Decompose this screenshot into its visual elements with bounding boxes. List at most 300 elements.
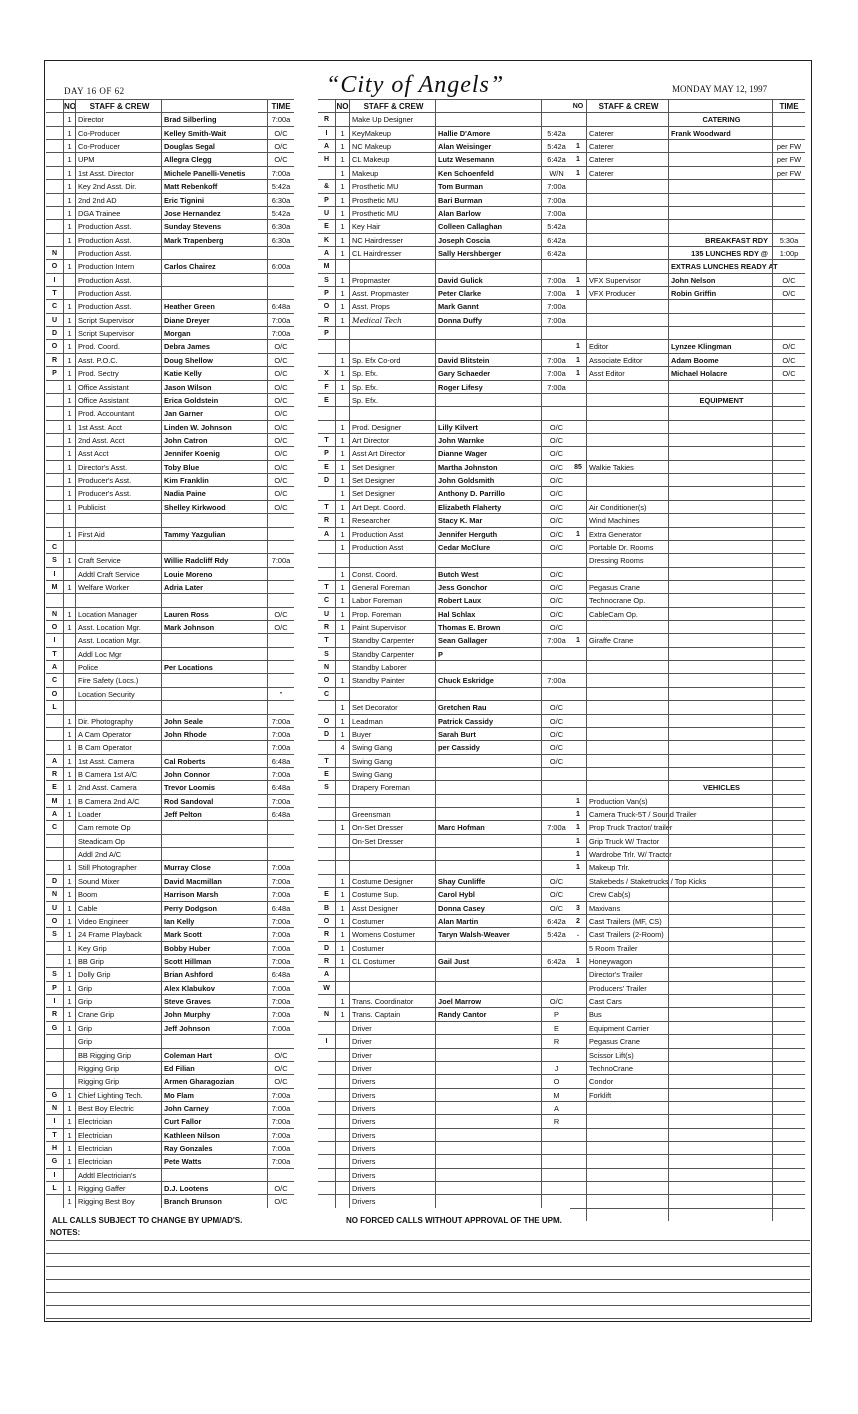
crew-count xyxy=(63,514,75,526)
crew-row xyxy=(46,1074,294,1087)
crew-row xyxy=(570,727,805,740)
position: Director xyxy=(75,113,161,125)
crew-row xyxy=(318,313,571,326)
call-time xyxy=(541,1049,571,1061)
call-time: O/C xyxy=(541,755,571,767)
section-letter: D xyxy=(323,944,330,952)
crew-row xyxy=(570,166,805,179)
crew-row xyxy=(570,206,805,219)
call-time: O/C xyxy=(267,394,294,406)
crew-name xyxy=(668,194,772,206)
crew-count: 1 xyxy=(335,474,349,486)
crew-name: Coleman Hart xyxy=(161,1049,267,1061)
crew-count xyxy=(63,1035,75,1047)
crew-count xyxy=(570,581,586,593)
crew-count: 1 xyxy=(576,343,580,351)
crew-count xyxy=(63,701,75,713)
section-letter: E xyxy=(324,396,329,404)
call-time xyxy=(772,728,805,740)
crew-row xyxy=(570,633,805,646)
crew-row xyxy=(570,1007,805,1020)
position: Grip xyxy=(75,1022,161,1034)
crew-count: 1 xyxy=(335,888,349,900)
call-time: 7:00a xyxy=(267,942,294,954)
crew-row xyxy=(570,339,805,352)
crew-name: Jeff Johnson xyxy=(161,1022,267,1034)
call-time xyxy=(772,1195,805,1207)
crew-row xyxy=(318,166,571,179)
crew-count xyxy=(63,568,75,580)
section-letter xyxy=(46,861,63,873)
crew-row xyxy=(318,740,571,753)
crew-row xyxy=(318,647,571,660)
position: Cast Cars xyxy=(586,995,668,1007)
section-letter xyxy=(46,501,63,513)
crew-row xyxy=(318,206,571,219)
call-time xyxy=(541,848,571,860)
call-time xyxy=(267,848,294,860)
position: Camera Truck-5T / Sound Trailer xyxy=(586,808,668,820)
crew-count: 1 xyxy=(63,1142,75,1154)
crew-count: 1 xyxy=(335,528,349,540)
call-time: 7:00a xyxy=(267,1022,294,1034)
call-time xyxy=(772,942,805,954)
crew-row xyxy=(318,406,571,419)
call-time xyxy=(267,594,294,606)
position xyxy=(349,982,435,994)
position xyxy=(75,514,161,526)
crew-row xyxy=(46,714,294,727)
crew-name: Matt Rebenkoff xyxy=(161,180,267,192)
position: Production Asst. xyxy=(75,300,161,312)
call-time xyxy=(772,314,805,326)
crew-row xyxy=(570,286,805,299)
crew-count xyxy=(570,260,586,272)
crew-name xyxy=(668,955,772,967)
crew-count: 1 xyxy=(63,741,75,753)
section-letter: H xyxy=(323,156,330,164)
call-time: 7:00a xyxy=(267,768,294,780)
call-time xyxy=(772,875,805,887)
crew-name xyxy=(668,180,772,192)
crew-name xyxy=(435,1129,541,1141)
crew-name: John Goldsmith xyxy=(435,474,541,486)
position: Video Engineer xyxy=(75,915,161,927)
crew-count: 1 xyxy=(576,530,580,538)
crew-row xyxy=(46,313,294,326)
section-letter: C xyxy=(323,690,330,698)
section-letter xyxy=(46,207,63,219)
position: Propmaster xyxy=(349,274,435,286)
crew-row xyxy=(318,767,571,780)
position: Walkie Takies xyxy=(586,461,668,473)
crew-count xyxy=(570,621,586,633)
crew-name: BREAKFAST RDY xyxy=(668,234,772,246)
crew-row xyxy=(46,1128,294,1141)
position xyxy=(586,741,668,753)
crew-row xyxy=(570,326,805,339)
call-time xyxy=(772,1102,805,1114)
crew-row xyxy=(46,339,294,352)
crew-count: 1 xyxy=(335,728,349,740)
call-time: O/C xyxy=(267,447,294,459)
call-time: 6:30a xyxy=(267,234,294,246)
crew-row xyxy=(318,233,571,246)
crew-name xyxy=(161,674,267,686)
position: Buyer xyxy=(349,728,435,740)
crew-name xyxy=(668,1035,772,1047)
position: Associate Editor xyxy=(586,354,668,366)
position: Production Asst. xyxy=(75,234,161,246)
crew-count: 1 xyxy=(335,140,349,152)
crew-count: 1 xyxy=(335,594,349,606)
crew-count: 1 xyxy=(63,955,75,967)
crew-row xyxy=(318,353,571,366)
call-time: 7:00a xyxy=(267,955,294,967)
crew-row xyxy=(318,860,571,873)
crew-name: Sally Hershberger xyxy=(435,247,541,259)
crew-row xyxy=(318,273,571,286)
call-time: 7:00a xyxy=(541,274,571,286)
section-letter xyxy=(46,487,63,499)
crew-row xyxy=(570,460,805,473)
position: First Aid xyxy=(75,528,161,540)
crew-row xyxy=(318,714,571,727)
crew-name: CATERING xyxy=(668,113,772,125)
crew-name xyxy=(435,661,541,673)
crew-row xyxy=(318,513,571,526)
section-letter: T xyxy=(52,1131,57,1139)
section-letter: P xyxy=(324,330,329,338)
crew-name xyxy=(161,688,267,700)
crew-count: 1 xyxy=(63,127,75,139)
crew-count xyxy=(570,514,586,526)
crew-name: Douglas Segal xyxy=(161,140,267,152)
crew-name: Stacy K. Mar xyxy=(435,514,541,526)
crew-name: Kim Franklin xyxy=(161,474,267,486)
crew-name xyxy=(668,741,772,753)
section-letter: P xyxy=(52,370,57,378)
crew-row xyxy=(46,1088,294,1101)
call-time: 7:00a xyxy=(267,915,294,927)
call-time: O/C xyxy=(541,741,571,753)
crew-count xyxy=(335,808,349,820)
crew-row xyxy=(318,927,571,940)
crew-count: 1 xyxy=(335,674,349,686)
crew-row xyxy=(570,994,805,1007)
call-time xyxy=(772,554,805,566)
crew-row xyxy=(570,193,805,206)
crew-name: Brad Silberling xyxy=(161,113,267,125)
crew-count: 1 xyxy=(63,1022,75,1034)
crew-count xyxy=(63,594,75,606)
crew-name: Jess Gonchor xyxy=(435,581,541,593)
section-letter xyxy=(46,461,63,473)
section-letter xyxy=(46,421,63,433)
crew-row xyxy=(570,299,805,312)
call-time xyxy=(541,1182,571,1194)
section-letter xyxy=(46,1195,63,1207)
section-letter: C xyxy=(51,303,58,311)
position: Asst. P.O.C. xyxy=(75,354,161,366)
position: STAFF & CREW xyxy=(349,100,435,112)
call-time: O/C xyxy=(772,367,805,379)
call-time: 7:00a xyxy=(541,367,571,379)
call-time xyxy=(772,1155,805,1167)
notes-label: NOTES: xyxy=(50,1228,81,1237)
crew-row xyxy=(46,433,294,446)
crew-row xyxy=(46,807,294,820)
section-letter xyxy=(46,100,63,112)
call-time xyxy=(772,194,805,206)
crew-name: P xyxy=(435,648,541,660)
call-time xyxy=(772,220,805,232)
crew-name xyxy=(668,514,772,526)
call-time xyxy=(772,928,805,940)
crew-name: Erica Goldstein xyxy=(161,394,267,406)
crew-name xyxy=(668,768,772,780)
position: Best Boy Electric xyxy=(75,1102,161,1114)
call-time xyxy=(772,501,805,513)
position: Asst. Propmaster xyxy=(349,287,435,299)
call-time: O xyxy=(541,1075,571,1087)
crew-row xyxy=(46,326,294,339)
crew-name xyxy=(435,1182,541,1194)
crew-count xyxy=(335,795,349,807)
position: Drivers xyxy=(349,1155,435,1167)
crew-count: 1 xyxy=(335,194,349,206)
call-time: O/C xyxy=(267,407,294,419)
section-letter: A xyxy=(323,249,330,257)
crew-name: Cal Roberts xyxy=(161,755,267,767)
notes-line xyxy=(46,1279,810,1292)
crew-count xyxy=(335,835,349,847)
crew-count: 1 xyxy=(63,167,75,179)
section-letter xyxy=(318,100,335,112)
section-letter: P xyxy=(324,196,329,204)
call-time: '' xyxy=(267,688,294,700)
crew-count: 1 xyxy=(335,381,349,393)
crew-name xyxy=(435,1035,541,1047)
crew-name: Lutz Wesemann xyxy=(435,153,541,165)
crew-row xyxy=(318,727,571,740)
position: Condor xyxy=(586,1075,668,1087)
crew-count: 1 xyxy=(576,864,580,872)
crew-count xyxy=(63,674,75,686)
crew-row xyxy=(318,780,571,793)
crew-name: Alan Weisinger xyxy=(435,140,541,152)
section-letter: P xyxy=(52,984,57,992)
crew-name: Brian Ashford xyxy=(161,968,267,980)
crew-row xyxy=(570,927,805,940)
section-letter xyxy=(318,167,335,179)
position xyxy=(586,1142,668,1154)
position xyxy=(349,688,435,700)
call-time xyxy=(772,1115,805,1127)
crew-row xyxy=(570,673,805,686)
section-letter xyxy=(318,568,335,580)
position xyxy=(586,1115,668,1127)
crew-count xyxy=(570,487,586,499)
crew-count: 1 xyxy=(63,928,75,940)
crew-count: 1 xyxy=(576,797,580,805)
crew-row xyxy=(46,927,294,940)
position: Trans. Captain xyxy=(349,1008,435,1020)
section-letter xyxy=(46,1075,63,1087)
section-letter xyxy=(46,514,63,526)
crew-name xyxy=(435,808,541,820)
position xyxy=(586,487,668,499)
call-time: 7:00a xyxy=(267,113,294,125)
section-letter: I xyxy=(53,570,56,578)
section-letter xyxy=(46,394,63,406)
crew-name: Randy Cantor xyxy=(435,1008,541,1020)
crew-count xyxy=(63,835,75,847)
position: Office Assistant xyxy=(75,394,161,406)
position: Greensman xyxy=(349,808,435,820)
crew-count xyxy=(570,648,586,660)
crew-count: 1 xyxy=(63,340,75,352)
position: Womens Costumer xyxy=(349,928,435,940)
section-letter xyxy=(318,1049,335,1061)
crew-row xyxy=(46,967,294,980)
crew-name xyxy=(161,514,267,526)
crew-row xyxy=(570,420,805,433)
position xyxy=(586,728,668,740)
position: Swing Gang xyxy=(349,768,435,780)
call-time xyxy=(772,768,805,780)
crew-count: 1 xyxy=(63,113,75,125)
crew-count: 1 xyxy=(335,875,349,887)
crew-count xyxy=(570,194,586,206)
crew-row xyxy=(46,1061,294,1074)
crew-count: 1 xyxy=(335,153,349,165)
crew-count: 1 xyxy=(63,300,75,312)
crew-count: 1 xyxy=(63,528,75,540)
position xyxy=(586,1195,668,1207)
call-time: O/C xyxy=(267,487,294,499)
crew-count xyxy=(570,1182,586,1194)
position: 24 Frame Playback xyxy=(75,928,161,940)
crew-name xyxy=(668,821,772,833)
section-letter xyxy=(46,955,63,967)
position: Forklift xyxy=(586,1089,668,1101)
position: Caterer xyxy=(586,127,668,139)
crew-row xyxy=(46,633,294,646)
crew-count xyxy=(335,968,349,980)
crew-count: 1 xyxy=(576,169,580,177)
call-time: O/C xyxy=(267,1075,294,1087)
call-time xyxy=(772,447,805,459)
crew-row xyxy=(46,660,294,673)
call-time xyxy=(772,661,805,673)
position: Const. Coord. xyxy=(349,568,435,580)
day-count: DAY 16 OF 62 xyxy=(64,86,125,96)
crew-row xyxy=(46,193,294,206)
crew-row xyxy=(318,874,571,887)
call-time xyxy=(772,821,805,833)
crew-name: Lauren Ross xyxy=(161,608,267,620)
call-time: R xyxy=(541,1115,571,1127)
call-time: O/C xyxy=(267,1062,294,1074)
call-time xyxy=(772,902,805,914)
position: TechnoCrane xyxy=(586,1062,668,1074)
section-letter xyxy=(318,741,335,753)
crew-count xyxy=(570,1049,586,1061)
section-letter: C xyxy=(51,824,58,832)
crew-row xyxy=(46,366,294,379)
crew-name: EQUIPMENT xyxy=(668,394,772,406)
crew-count xyxy=(335,861,349,873)
crew-name xyxy=(668,314,772,326)
position: Costume Designer xyxy=(349,875,435,887)
crew-row xyxy=(570,1021,805,1034)
call-time xyxy=(772,915,805,927)
call-time xyxy=(267,661,294,673)
crew-name: Eric Tignini xyxy=(161,194,267,206)
section-letter xyxy=(46,434,63,446)
position: Still Photographer xyxy=(75,861,161,873)
call-time: 6:48a xyxy=(267,300,294,312)
crew-count xyxy=(570,741,586,753)
crew-name: Pete Watts xyxy=(161,1155,267,1167)
position: Drivers xyxy=(349,1182,435,1194)
section-letter xyxy=(46,1035,63,1047)
crew-count xyxy=(570,220,586,232)
crew-row xyxy=(46,500,294,513)
crew-name: Steve Graves xyxy=(161,995,267,1007)
crew-count xyxy=(335,768,349,780)
crew-count: 1 xyxy=(63,1008,75,1020)
call-time: 7:00a xyxy=(267,741,294,753)
call-time: 6:48a xyxy=(267,968,294,980)
position: Driver xyxy=(349,1062,435,1074)
call-time: 6:48a xyxy=(267,808,294,820)
crew-count: 1 xyxy=(335,487,349,499)
position xyxy=(586,648,668,660)
position: Drivers xyxy=(349,1195,435,1207)
position xyxy=(586,381,668,393)
crew-name xyxy=(668,1195,772,1207)
crew-name xyxy=(435,1115,541,1127)
crew-count xyxy=(570,1075,586,1087)
crew-name xyxy=(668,1062,772,1074)
crew-count xyxy=(570,888,586,900)
section-letter: E xyxy=(324,770,329,778)
section-letter: R xyxy=(323,958,330,965)
crew-name: David Blitstein xyxy=(435,354,541,366)
crew-name xyxy=(435,394,541,406)
position: CL Makeup xyxy=(349,153,435,165)
call-time xyxy=(772,621,805,633)
crew-row xyxy=(570,580,805,593)
crew-name xyxy=(435,982,541,994)
crew-name: Jeff Pelton xyxy=(161,808,267,820)
call-time xyxy=(772,394,805,406)
section-letter: D xyxy=(323,730,330,738)
crew-name: Scott Hillman xyxy=(161,955,267,967)
crew-count xyxy=(570,127,586,139)
section-letter: M xyxy=(51,797,58,805)
position xyxy=(75,701,161,713)
position: Producer's Asst. xyxy=(75,487,161,499)
crew-row xyxy=(570,486,805,499)
crew-row xyxy=(46,179,294,192)
call-time xyxy=(772,835,805,847)
call-time xyxy=(541,795,571,807)
section-letter xyxy=(318,835,335,847)
footer-forced-calls-note: NO FORCED CALLS WITHOUT APPROVAL OF THE UPM. xyxy=(346,1216,562,1225)
